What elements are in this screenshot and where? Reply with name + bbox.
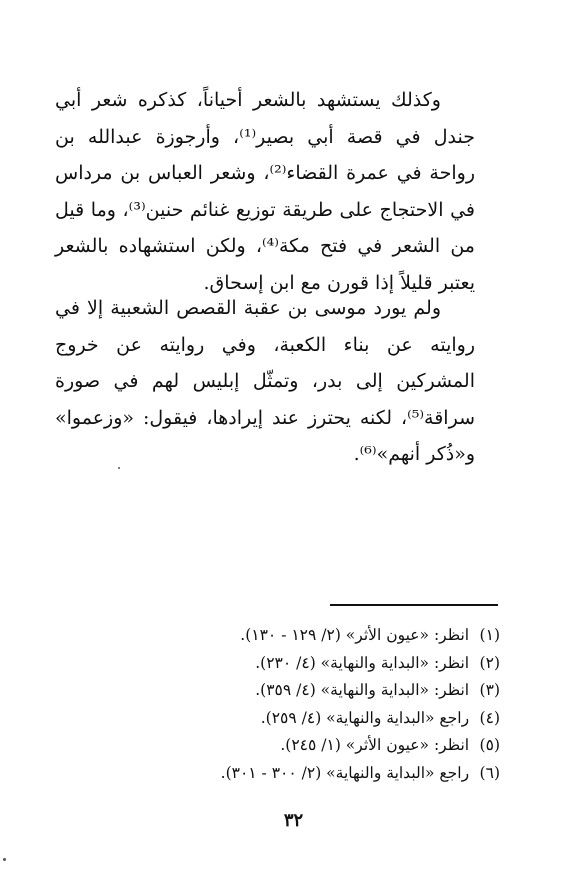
footnote-item: [170, 622, 500, 650]
footnote-number: (٦): [479, 763, 500, 782]
footnote-text: انظر: «عيون الأثر» (١/ ٢٤٥).: [280, 736, 470, 754]
footnote-text: انظر: «عيون الأثر» (٢/ ١٢٩ - ١٣٠).: [240, 626, 470, 644]
footnote-number: (١): [479, 626, 500, 644]
body-paragraph-2-text: ولم يورد موسى بن عقبة القصص الشعبية إلا في روايته عن بناء الكعبة، وفي روايته عن خروج المشركين إلى بدر، وتمثّل إبليس لهم في صورة سراقة⁽⁵⁾، لكنه يحترز عند إيرادها، فيقول: «وزعموا» و«ذُكر أنهم»⁽⁶⁾.: [55, 297, 475, 465]
footnote-number: (٣): [479, 681, 500, 699]
footnote-item: [170, 732, 500, 760]
footnote-number: (٥): [479, 736, 500, 754]
page-number: ٣٢: [283, 810, 304, 831]
footnote-item: [170, 677, 500, 705]
footnotes-list: [170, 622, 500, 787]
body-paragraph-1-text: وكذلك يستشهد بالشعر أحياناً، كذكره شعر أبي جندل في قصة أبي بصير⁽¹⁾، وأرجوزة عبدالله بن رواحة في عمرة القضاء⁽²⁾، وشعر العباس بن مرداس في الاحتجاج على طريقة توزيع غنائم حنين⁽³⁾، وما قيل من الشعر في فتح مكة⁽⁴⁾، ولكن استشهاده بالشعر يعتبر قليلاً إذا قورن مع ابن إسحاق.: [55, 89, 475, 294]
body-paragraph-2: [55, 290, 475, 473]
footnote-item: [170, 650, 500, 678]
footnote-number: (٤): [479, 708, 500, 727]
footnote-text: راجع «البداية والنهاية» (٢/ ٣٠٠ - ٣٠١).: [220, 763, 470, 782]
footnote-number: (٢): [479, 653, 500, 672]
body-paragraph-1: [55, 82, 475, 301]
footnote-text: انظر: «البداية والنهاية» (٤/ ٣٥٩).: [255, 681, 470, 699]
scan-speck: [3, 858, 6, 861]
footnote-item: [170, 705, 500, 733]
footnote-text: راجع «البداية والنهاية» (٤/ ٢٥٩).: [260, 708, 470, 727]
footnote-text: انظر: «البداية والنهاية» (٤/ ٢٣٠).: [255, 653, 470, 672]
scan-speck: [118, 467, 120, 469]
footnote-separator: [330, 604, 498, 606]
footnote-item: [170, 760, 500, 788]
